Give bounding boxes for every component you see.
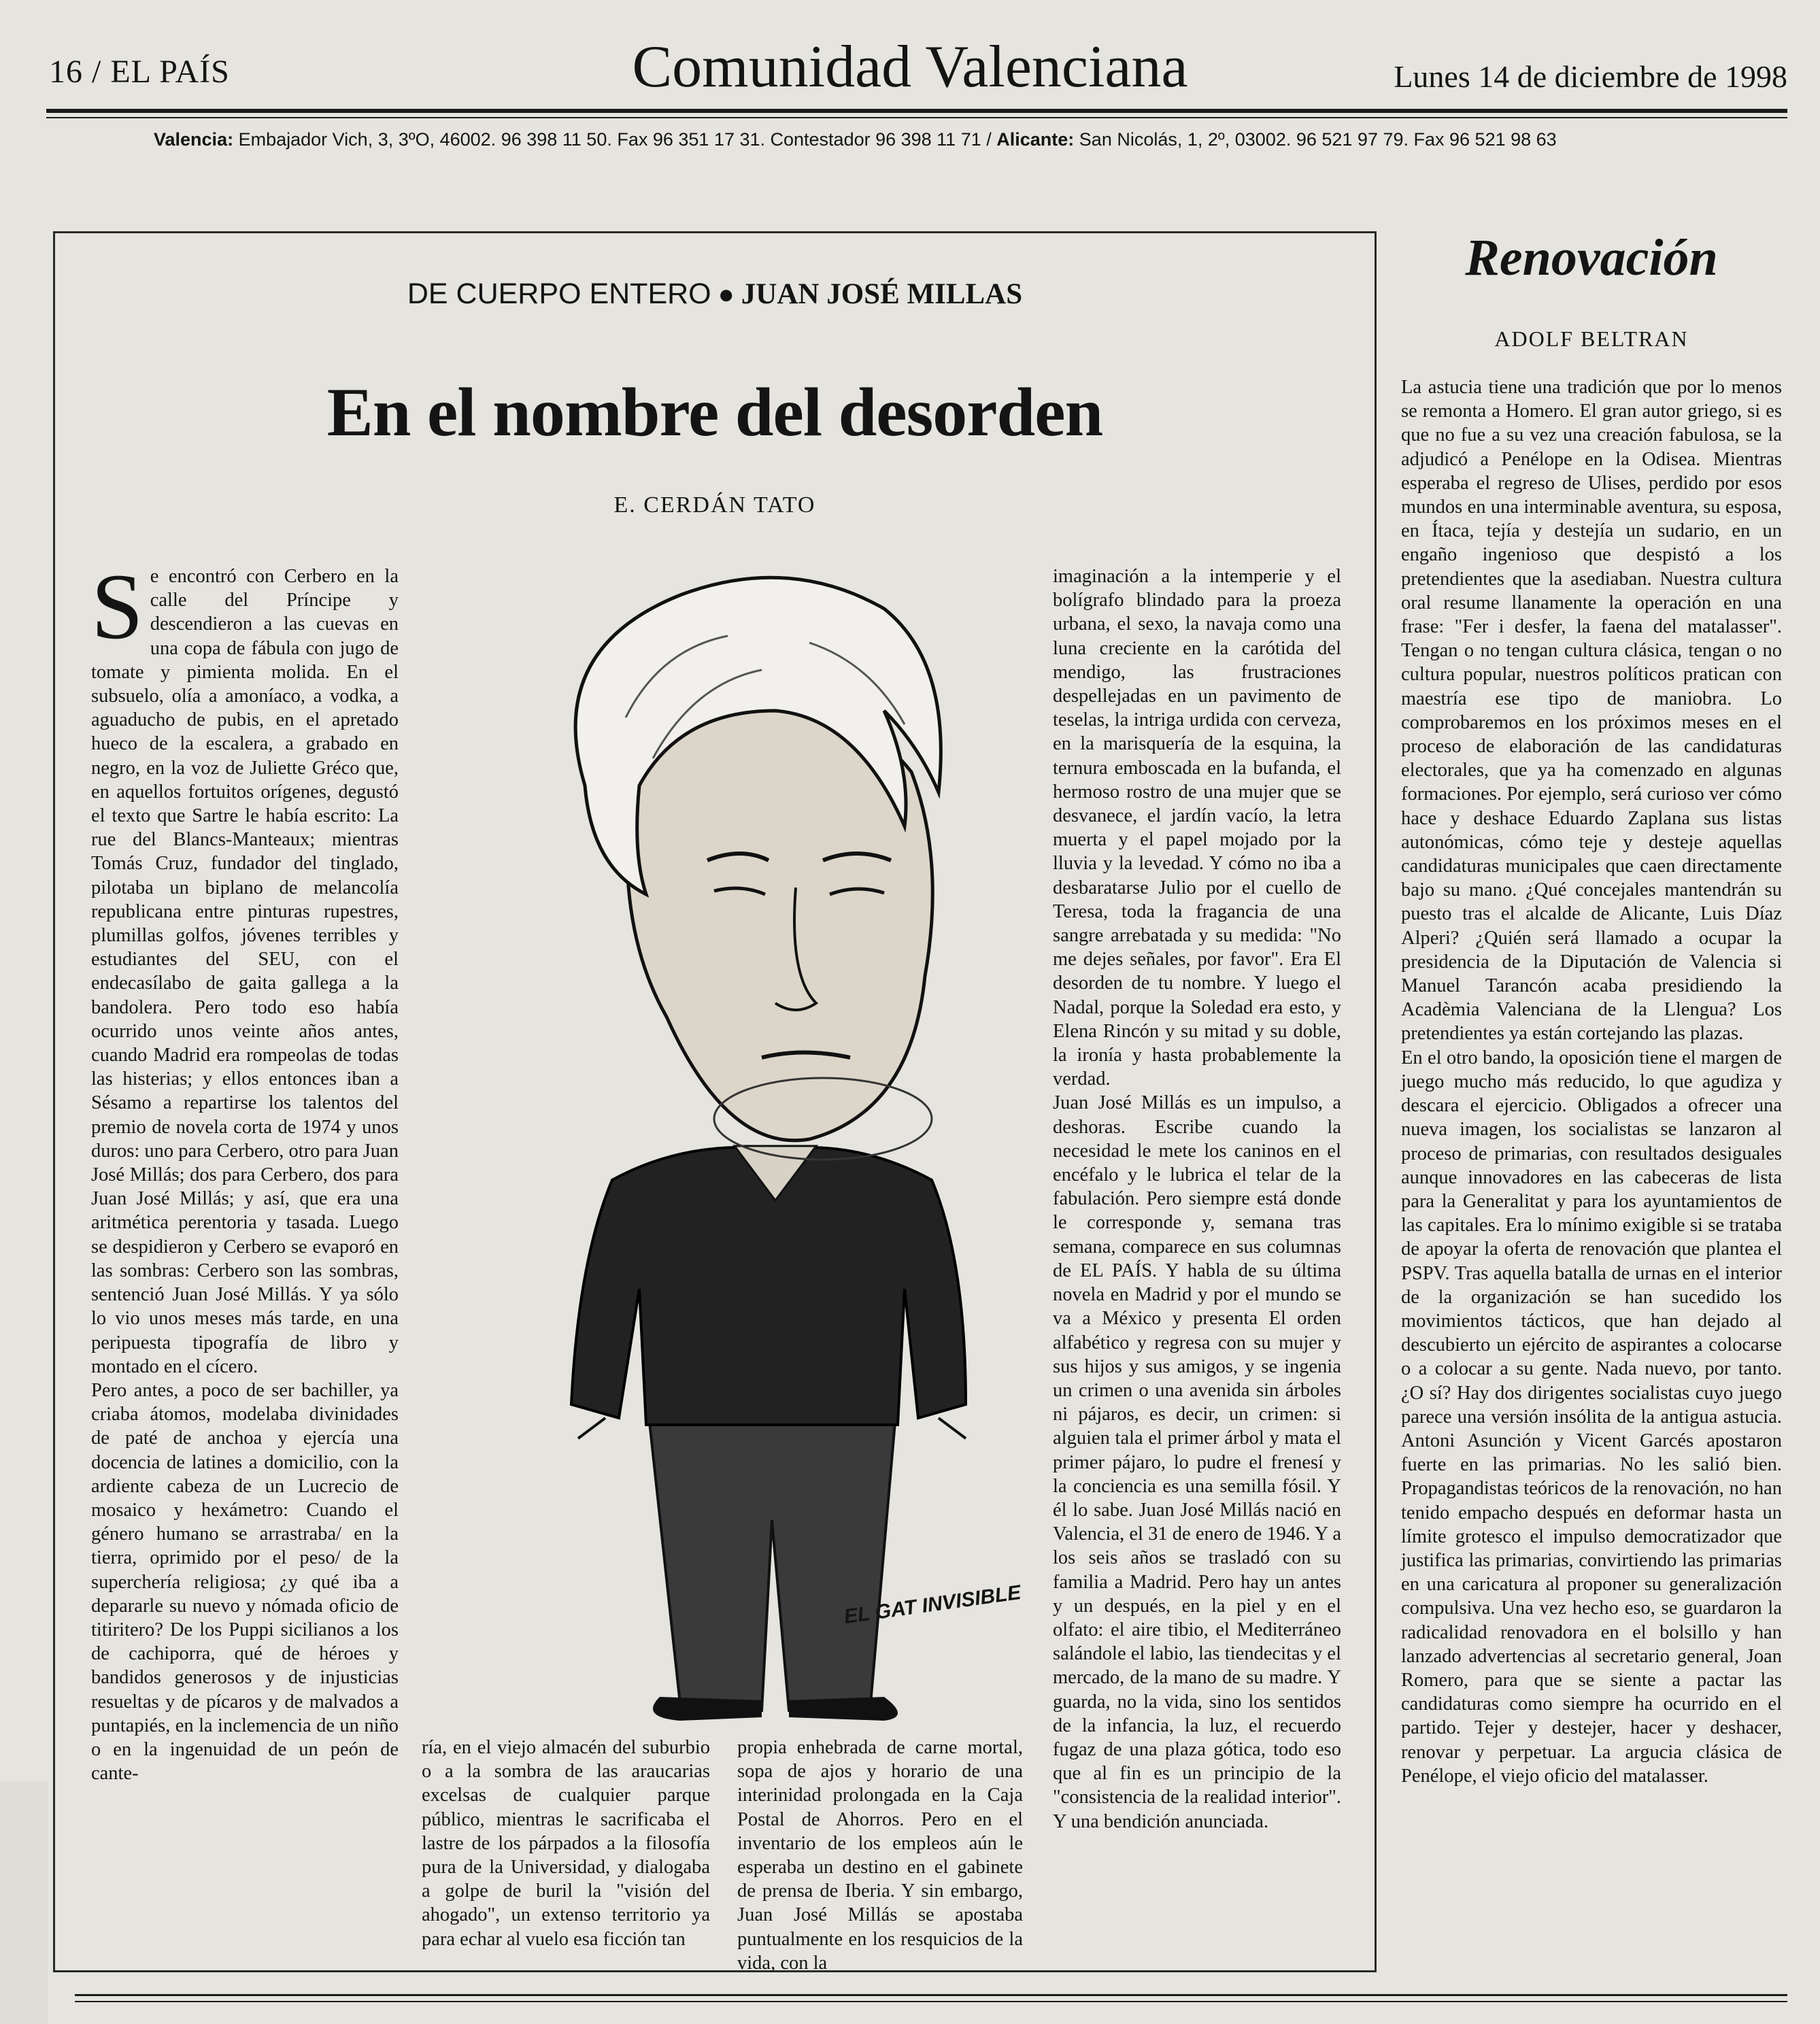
article-column-1 — [91, 554, 399, 1785]
side-article-body: La astucia tiene una tradición que por lo menos se remonta a Homero. El gran autor griego, si es que no fue a su vez una creación fabulosa, se la adjudicó a Penélope en la Odisea. Mientras esperaba el regreso de Ulises, perdido por esos mundos en una interminable aventura, su esposa, en Ítaca, tejía y destejía un sudario, en un engaño ingenioso que despistó a los pretendientes que la asediaban. Nuestra cultura oral resume llanamente la operación en una frase: "Fer i desfer, la faena del matalasser". Tengan o no tengan cultura clásica, tengan o no cultura popular, nuestros políticos pratican con maestría ese tipo de maniobra. Lo comprobaremos en los próximos meses en el proceso de elaboración de las candidaturas electorales, que ya ha comenzado en algunas formaciones. Por ejemplo, será curioso ver cómo hace y deshace Eduardo Zaplana sus listas autonómicas, cómo teje y desteje aquellas candidaturas municipales que caen directamente bajo su mano. ¿Qué concejales mantendrán su puesto tras el alcalde de Alicante, Luis Díaz Alperi? ¿Quién será llamado a ocupar la presidencia de la Diputación de Valencia si Manuel Tarancón acaba presidiendo la Acadèmia Valenciana de la Llengua? Los pretendientes ya están cortejando las plazas. En el otro bando, la oposición tiene el margen de juego mucho más reducido, lo que agudiza y descara el ejercicio. Obligados a ofrecer una nueva imagen, los socialistas se lanzaron al proceso de primarias, con resultados desiguales aunque innovadores en las cabeceras de lista para la Generalitat y para los ayuntamientos de las capitales. Era lo mínimo exigible si se trataba de apoyar la oferta de renovación que plantea el PSPV. Tras aquella batalla de urnas en el interior de la organización se han sucedido los movimientos tácticos, que han dejado al descubierto un ejército de aspirantes a colocarse o a colocar a su gente. Nada nuevo, por tanto. ¿O sí? Hay dos dirigentes socialistas cuyo juego parece una versión insólita de la antigua astucia. Antoni Asunción y Vicent Garcés apostaron fuerte en las primarias. No les salió bien. Propagandistas teóricos de la renovación, no han tenido empacho después en deformar hasta un límite grotesco el impulso democratizador que justifica las primarias, convirtiendo las primarias en una caricatura al proponer su generalización compulsiva. Una vez hecho eso, se guardaron la radicalidad renovadora en el bolsillo y han lanzado advertencias al secretario general, Joan Romero, para que se siente a pactar las candidaturas como siempre ha ocurrido en el partido. Tejer y destejer, hacer y deshacer, renovar y perpetuar. La argucia clásica de Penélope, el viejo oficio del matalasser. — [1401, 377, 1782, 1787]
issue-date: Lunes 14 de diciembre de 1998 — [1394, 59, 1787, 94]
kicker-label: DE CUERPO ENTERO — [407, 277, 711, 310]
side-article-author: ADOLF BELTRAN — [1494, 326, 1689, 351]
article-kicker — [53, 277, 1377, 311]
valencia-label: Valencia: — [154, 129, 234, 150]
section-title: Comunidad Valenciana — [632, 34, 1188, 100]
footer-rule — [75, 1994, 1787, 1996]
alicante-label: Alicante: — [996, 129, 1075, 150]
kicker-subject: JUAN JOSÉ MILLAS — [741, 278, 1023, 310]
bullet-icon: ● — [718, 280, 735, 309]
column-1-text: e encontró con Cerbero en la calle del Príncipe y descendieron a las cuevas en una copa de fábula con jugo de tomate y pimienta molida. En el subsuelo, olía a amoníaco, a vodka, a aguaducho de pubis, en el apretado hueco de la escalera, a grabado en negro, en la voz de Juliette Gréco que, en aquellos fortuitos orígenes, degustó el texto que Sartre le había escrito: La rue del Blancs-Manteaux; mientras Tomás Cruz, fundador del tinglado, pilotaba un biplano de melancolía republicana entre pinturas rupestres, plumillas golfos, jóvenes terribles y estudiantes del SEU, con el endecasílabo de gaita gallega a la bandolera. Pero todo eso había ocurrido unos veinte años antes, cuando Madrid era rompeolas de todas las histerias; y ellos entonces iban a Sésamo a repartirse los talentos del premio de novela corta de 1974 y unos duros: uno para Cerbero, otro para Juan José Millás; dos para Cerbero, dos para Juan José Millás; y así, que era una aritmética perentoria y tasada. Luego se despidieron y Cerbero se evaporó en las sombras: Cerbero son las sombras, sentenció Juan José Millás. Y ya sólo lo vio unos meses más tarde, en una peripuesta tipografía de libro y montado en el cícero. Pero antes, a poco de ser bachiller, ya criaba átomos, modelaba divinidades de paté de anchoa y ejercía una docencia de latines a domicilio, con la ardiente cabeza de un Lucrecio de mosaico y hexámetro: Cuando el género humano se arrastraba/ en la tierra, oprimido por el peso/ de la superchería religiosa; ¿y qué iba a depararle su nuevo y nómada oficio de titiritero? De los Puppi sicilianos a los de cachiporra, qué de héroes y bandidos generosos y de injusticias resueltas y de pícaros y de malvados a puntapiés, en la inclemencia de un niño o en la ingenuidad de un peón de cante- — [91, 566, 399, 1785]
article-column-4: imaginación a la intemperie y el bolígrafo blindado para la proeza urbana, el sexo, la navaja como una luna creciente en la carótida del mendigo, las frustraciones despellejadas en un pavimento de teselas, la intriga urdida con cerveza, en la marisquería de la esquina, la ternura emboscada en la bufanda, el hermoso rostro de una mujer que se desvanece, el jardín vacío, la letra muerta y el papel mojado por la lluvia y la levedad. Y cómo no iba a desbaratarse Julio por el cuello de Teresa, toda la fragancia de una sangre arrebatada y su medida: "No me dejes señales, por favor". Era El desorden de tu nombre. Y luego el Nadal, porque la Soledad era esto, y Elena Rincón y su mitad y su doble, la ironía y hasta probablemente la verdad. Juan José Millás es un impulso, a deshoras. Escribe cuando la necesidad le mete los caninos en el encéfalo y le lubrica el telar de la fabulación. Pero siempre está donde le corresponde y, semana tras semana, comparece en sus columnas de EL PAÍS. Y habla de su última novela en Madrid y por el mundo se va a México y presenta El orden alfabético y regresa con su mujer y sus hijos y sus amigos, y se ingenia un crimen o una avenida sin árboles ni pájaros, es decir, un crimen: si alguien tala el primer árbol y mata el primer pájaro, lo pudre el frenesí y la conciencia es una semilla fósil. Y él lo sabe. Juan José Millás nació en Valencia, el 31 de enero de 1946. Y a los seis años se trasladó con su familia a Madrid. Pero hay un antes y un después, en la piel y en el olfato: el aire tibio, el Mediterráneo salándole el labio, las tiendecitas y el mercado, de la mano de su madre. Y guarda, no la vida, sino los sentidos de la infancia, la luz, el recuerdo fugaz de una plaza gótica, todo eso que al fin es un principio de la "consistencia de la realidad interior". Y una bendición anunciada. — [1053, 566, 1341, 1832]
article-byline: E. CERDÁN TATO — [613, 492, 816, 518]
page-folio: 16 / EL PAÍS — [49, 54, 230, 90]
article-headline: En el nombre del desorden — [326, 374, 1103, 451]
header-rule-thin — [46, 117, 1787, 118]
alicante-address: San Nicolás, 1, 2º, 03002. 96 521 97 79. Fax 96 521 98 63 — [1079, 129, 1557, 150]
office-addresses — [154, 129, 1557, 150]
article-column-2: ría, en el viejo almacén del suburbio o a la sombra de las araucarias excelsas de cualquier parque público, mientras le sacrificaba el lastre de los párpados a la filosofía pura de la Universidad, y dialogaba a golpe de buril la "visión del ahogado", un extenso territorio ya para echar al vuelo esa ficción tan — [422, 1737, 710, 1950]
footer-rule-thin — [75, 2001, 1787, 2002]
illustrator-signature: EL GAT INVISIBLE — [842, 1581, 1023, 1629]
article-column-3: propia enhebrada de carne mortal, sopa de ajos y horario de una interinidad prolongada en la Caja Postal de Ahorros. Pero en el inventario de los empleos aún le esperaba un destino en el gabinete de prensa de Iberia. Y sin embargo, Juan José Millás se apostaba puntualmente en los resquicios de la vida, con la — [737, 1737, 1023, 1974]
side-article-title: Renovación — [1465, 229, 1718, 286]
page-edge-shadow — [0, 1782, 48, 2024]
caricature-illustration — [503, 568, 979, 1724]
header-rule — [46, 109, 1787, 113]
valencia-address: Embajador Vich, 3, 3ºO, 46002. 96 398 11 50. Fax 96 351 17 31. Contestador 96 398 11 71 / — [238, 129, 997, 150]
drop-cap: S — [91, 554, 144, 658]
